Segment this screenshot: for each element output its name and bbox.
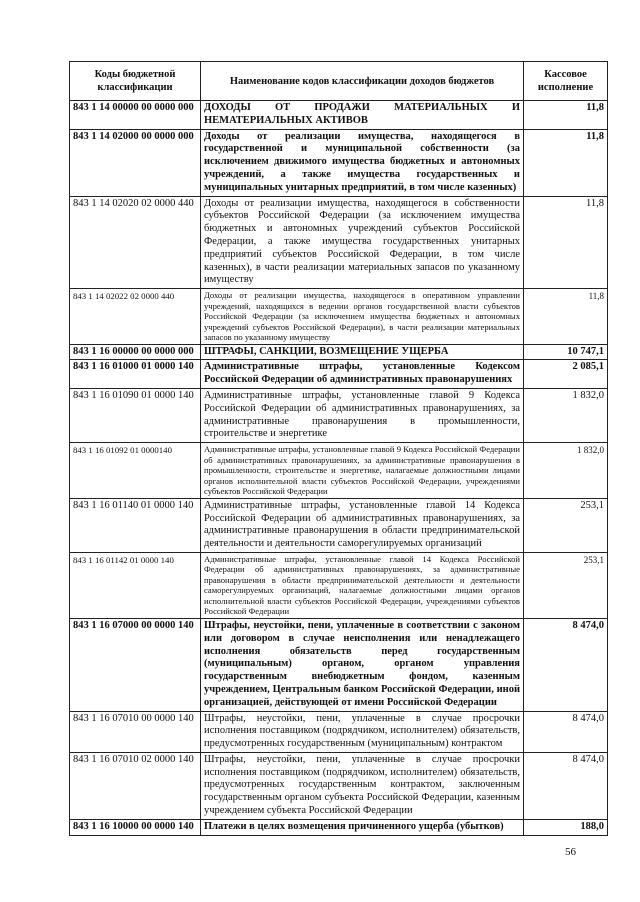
row-amount: 8 474,0 [524,618,608,711]
header-name: Наименование кодов классификации доходов бюджетов [201,62,524,101]
row-name: Доходы от реализации имущества, находящегося в оперативном управлении учреждений, находящихся в ведении органов государственной власти субъектов Российской Федерации (за исключением имущества бюджетных и автономных учреждений субъектов Российской Федерации), в части реализации материальных запасов по указанному имуществу [201,289,524,345]
table-row [70,101,608,130]
row-name: ШТРАФЫ, САНКЦИИ, ВОЗМЕЩЕНИЕ УЩЕРБА [201,344,524,360]
row-amount: 11,8 [524,196,608,289]
table-row [70,618,608,711]
table-row [70,129,608,196]
row-name: ДОХОДЫ ОТ ПРОДАЖИ МАТЕРИАЛЬНЫХ И НЕМАТЕРИАЛЬНЫХ АКТИВОВ [201,101,524,130]
row-amount: 11,8 [524,289,608,345]
page-number: 56 [565,846,576,858]
row-code: 843 1 14 02020 02 0000 440 [70,196,201,289]
row-code: 843 1 16 01140 01 0000 140 [70,498,201,552]
row-name: Административные штрафы, установленные главой 14 Кодекса Российской Федерации об административных правонарушениях, за административные правонарушения в области предпринимательской деятельности и деятельности саморегулируемых организаций [201,498,524,552]
row-code: 843 1 14 02022 02 0000 440 [70,289,201,345]
row-name: Доходы от реализации имущества, находящегося в государственной и муниципальной собственности (за исключением движимого имущества бюджетных и автономных учреждений, а также имущества государственных и муниципальных унитарных предприятий, в том числе казенных) [201,129,524,196]
table-row [70,711,608,752]
row-code: 843 1 16 01142 01 0000 140 [70,552,201,618]
table-row [70,752,608,819]
header-amount: Кассовое исполнение [524,62,608,101]
row-code: 843 1 16 01092 01 0000140 [70,443,201,499]
header-code: Коды бюджетной классификации [70,62,201,101]
row-amount: 8 474,0 [524,752,608,819]
row-code: 843 1 16 07010 02 0000 140 [70,752,201,819]
row-amount: 11,8 [524,101,608,130]
row-code: 843 1 16 10000 00 0000 140 [70,819,201,835]
table-row [70,196,608,289]
row-code: 843 1 16 01000 01 0000 140 [70,360,201,389]
row-amount: 1 832,0 [524,443,608,499]
budget-revenue-table [69,61,608,836]
row-name: Административные штрафы, установленные главой 14 Кодекса Российской Федерации об административных правонарушениях, за административные правонарушения в области предпринимательской деятельности и деятельности саморегулируемых организаций, налагаемые должностными лицами органов исполнительной власти субъектов Российской Федерации, учреждениями субъектов Российской Федерации [201,552,524,618]
table-row [70,498,608,552]
table-row [70,344,608,360]
table-row [70,360,608,389]
row-amount: 1 832,0 [524,389,608,443]
row-amount: 253,1 [524,498,608,552]
row-name: Штрафы, неустойки, пени, уплаченные в случае просрочки исполнения поставщиком (подрядчиком, исполнителем) обязательств, предусмотренных государственным контрактом, заключенным государственным органом субъекта Российской Федерации, казенным учреждением субъекта Российской Федерации [201,752,524,819]
row-name: Административные штрафы, установленные главой 9 Кодекса Российской Федерации об административных правонарушениях, за административные правонарушения в промышленности, строительстве и энергетике [201,389,524,443]
row-name: Платежи в целях возмещения причиненного ущерба (убытков) [201,819,524,835]
table-row [70,289,608,345]
row-name: Административные штрафы, установленные главой 9 Кодекса Российской Федерации об административных правонарушениях, за административные правонарушения в промышленности, строительстве и энергетике, налагаемые должностными лицами органов исполнительной власти субъектов Российской Федерации, учреждениями субъектов Российской Федерации [201,443,524,499]
row-code: 843 1 16 00000 00 0000 000 [70,344,201,360]
row-code: 843 1 16 01090 01 0000 140 [70,389,201,443]
row-name: Штрафы, неустойки, пени, уплаченные в случае просрочки исполнения поставщиком (подрядчиком, исполнителем) обязательств, предусмотренных государственным (муниципальным) контрактом [201,711,524,752]
row-name: Доходы от реализации имущества, находящегося в собственности субъектов Российской Федерации (за исключением имущества бюджетных и автономных учреждений субъектов Российской Федерации, а также имущества государственных унитарных предприятий субъектов Российской Федерации, в том числе казенных), в части реализации материальных запасов по указанному имуществу [201,196,524,289]
row-amount: 253,1 [524,552,608,618]
row-name: Административные штрафы, установленные Кодексом Российской Федерации об административных правонарушениях [201,360,524,389]
row-code: 843 1 14 02000 00 0000 000 [70,129,201,196]
row-code: 843 1 16 07010 00 0000 140 [70,711,201,752]
table-row [70,389,608,443]
row-code: 843 1 16 07000 00 0000 140 [70,618,201,711]
row-code: 843 1 14 00000 00 0000 000 [70,101,201,130]
row-amount: 8 474,0 [524,711,608,752]
row-amount: 10 747,1 [524,344,608,360]
table-row [70,443,608,499]
row-amount: 2 085,1 [524,360,608,389]
row-name: Штрафы, неустойки, пени, уплаченные в соответствии с законом или договором в случае неисполнения или ненадлежащего исполнения обязательств перед государственным (муниципальным) органом, органом управления государственным внебюджетным фондом, казенным учреждением, Центральным банком Российской Федерации, иной организацией, действующей от имени Российской Федерации [201,618,524,711]
table-row [70,819,608,835]
table-row [70,552,608,618]
row-amount: 11,8 [524,129,608,196]
row-amount: 188,0 [524,819,608,835]
table-header-row [70,62,608,101]
